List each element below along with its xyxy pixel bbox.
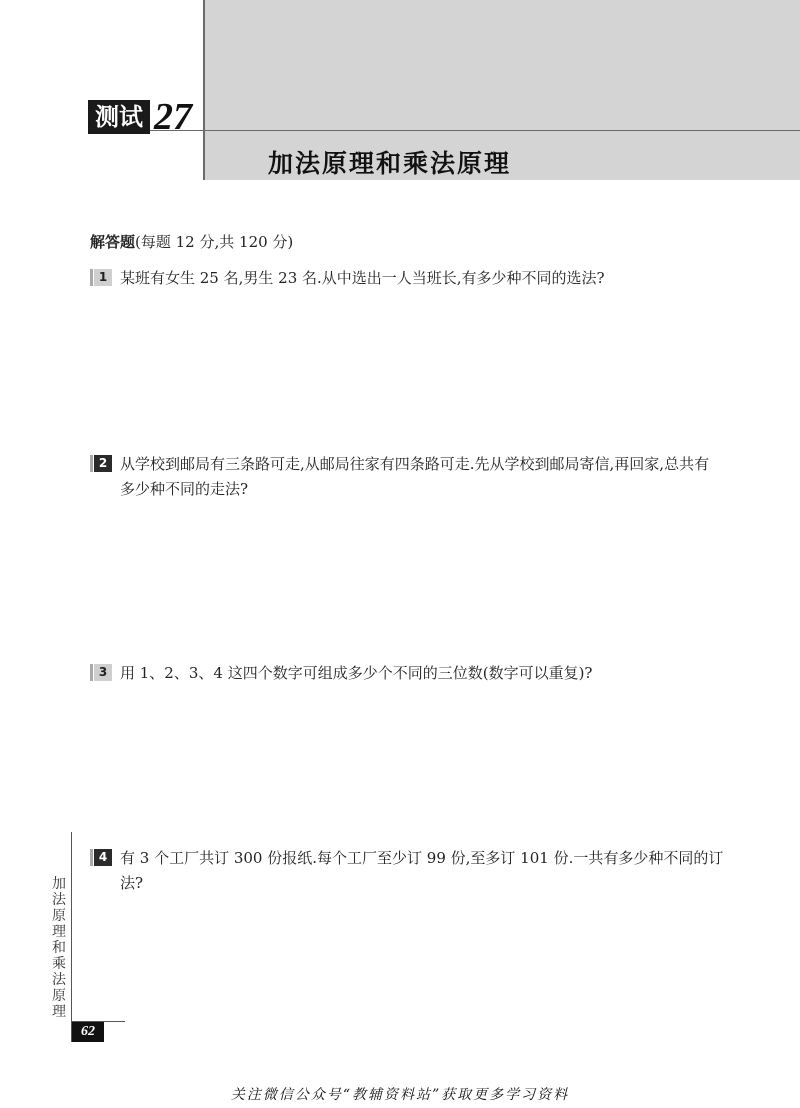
header-divider-horizontal bbox=[88, 130, 800, 131]
question-4 bbox=[94, 846, 724, 896]
question-1 bbox=[94, 266, 724, 291]
question-number-badge: 1 bbox=[94, 269, 112, 286]
question-number-badge: 4 bbox=[94, 849, 112, 866]
page-number: 62 bbox=[72, 1022, 104, 1042]
question-text: 用 1、2、3、4 这四个数字可组成多少个不同的三位数(数字可以重复)? bbox=[120, 664, 593, 682]
section-heading bbox=[90, 231, 293, 252]
section-note: (每题 12 分,共 120 分) bbox=[135, 233, 294, 251]
question-text: 从学校到邮局有三条路可走,从邮局往家有四条路可走.先从学校到邮局寄信,再回家,总共有多少种不同的走法? bbox=[120, 455, 710, 498]
footer-note: 关注微信公众号“教辅资料站”获取更多学习资料 bbox=[230, 1087, 570, 1103]
sidebar-chapter-title: 加法原理和乘法原理 bbox=[52, 876, 66, 1020]
question-3 bbox=[94, 661, 724, 686]
sidebar-divider-vertical bbox=[71, 832, 72, 1042]
question-text: 某班有女生 25 名,男生 23 名.从中选出一人当班长,有多少种不同的选法? bbox=[120, 269, 605, 287]
question-text: 有 3 个工厂共订 300 份报纸.每个工厂至少订 99 份,至多订 101 份.一共有多少种不同的订法? bbox=[120, 849, 724, 892]
test-badge bbox=[88, 96, 192, 138]
question-number-badge: 3 bbox=[94, 664, 112, 681]
question-2 bbox=[94, 452, 724, 502]
section-type: 解答题 bbox=[90, 233, 136, 251]
page-title: 加法原理和乘法原理 bbox=[268, 149, 512, 178]
question-number-badge: 2 bbox=[94, 455, 112, 472]
header-divider-vertical bbox=[203, 0, 205, 180]
test-label: 测试 bbox=[88, 100, 150, 134]
test-number: 27 bbox=[154, 96, 192, 138]
